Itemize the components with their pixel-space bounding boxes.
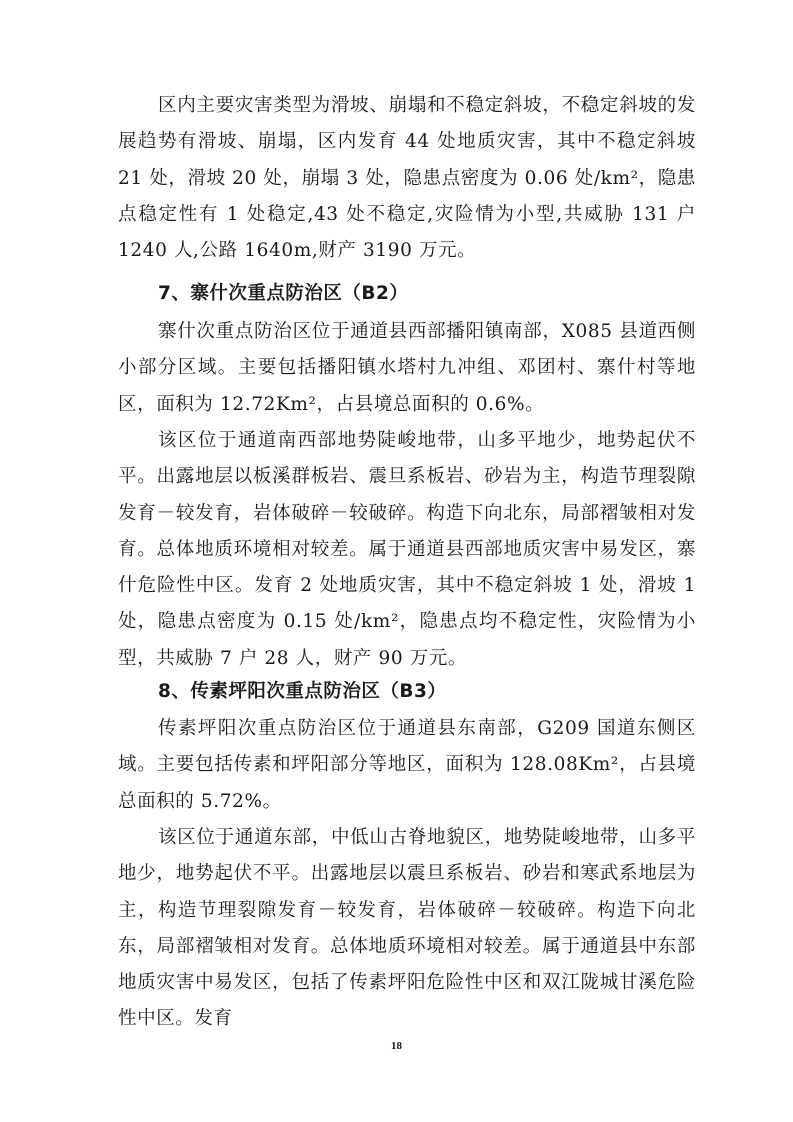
section-heading-b3: 8、传素坪阳次重点防治区（B3）	[158, 681, 447, 702]
paragraph-hazard-summary: 区内主要灾害类型为滑坡、崩塌和不稳定斜坡，不稳定斜坡的发展趋势有滑坡、崩塌，区内发育 44 处地质灾害，其中不稳定斜坡 21 处，滑坡 20 处，崩塌 3 处，隐患点密度为 0.06 处/km²，隐患点稳定性有 1 处稳定,43 处不稳定,灾险情为小型,共威胁 131 户 1240 人,公路 1640m,财产 3190 万元。	[118, 95, 696, 262]
paragraph-b3-location: 传素坪阳次重点防治区位于通道县东南部，G209 国道东侧区域。主要包括传素和坪阳部分等地区，面积为 128.08Km²，占县境总面积的 5.72%。	[118, 718, 696, 812]
page-number: 18	[391, 1040, 402, 1052]
paragraph-b2-geology: 该区位于通道南西部地势陡峻地带，山多平地少，地势起伏不平。出露地层以板溪群板岩、震旦系板岩、砂岩为主，构造节理裂隙发育－较发育，岩体破碎－较破碎。构造下向北东，局部褶皱相对发育。总体地质环境相对较差。属于通道县西部地质灾害中易发区，寨什危险性中区。发育 2 处地质灾害，其中不稳定斜坡 1 处，滑坡 1 处，隐患点密度为 0.15 处/km²，隐患点均不稳定性，灾险情为小型，共威胁 7 户 28 人，财产 90 万元。	[118, 430, 696, 669]
paragraph-b2-location: 寨什次重点防治区位于通道县西部播阳镇南部，X085 县道西侧小部分区域。主要包括播阳镇水塔村九冲组、邓团村、寨什村等地区，面积为 12.72Km²，占县境总面积的 0.6%。	[118, 321, 696, 415]
section-heading-b2: 7、寨什次重点防治区（B2）	[158, 283, 409, 304]
paragraph-b3-geology: 该区位于通道东部，中低山古脊地貌区，地势陡峻地带，山多平地少，地势起伏不平。出露地层以震旦系板岩、砂岩和寒武系地层为主，构造节理裂隙发育－较发育，岩体破碎－较破碎。构造下向北东，局部褶皱相对发育。总体地质环境相对较差。属于通道县中东部地质灾害中易发区，包括了传素坪阳危险性中区和双江陇城甘溪危险性中区。发育	[118, 827, 696, 1030]
